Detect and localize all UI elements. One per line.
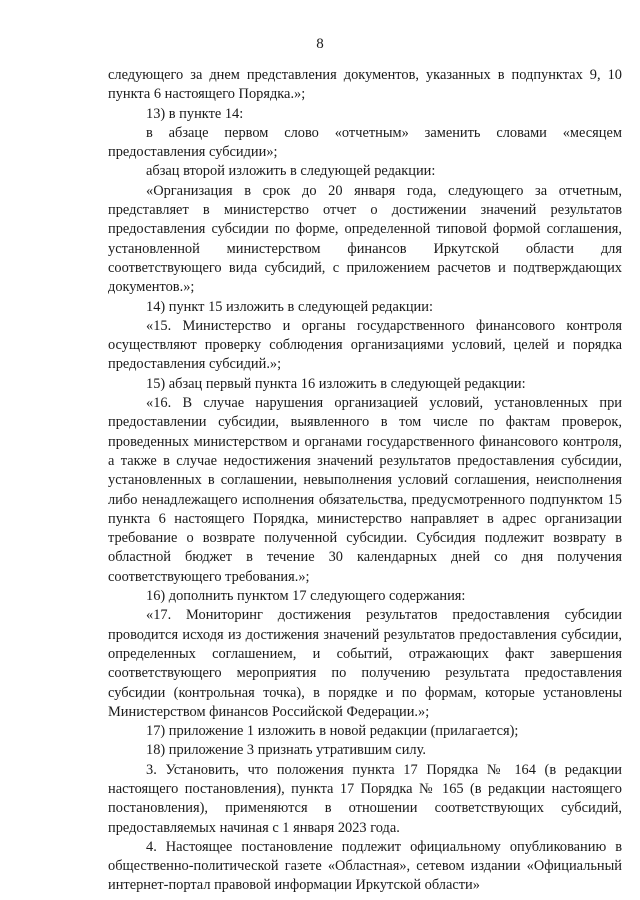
paragraph-item-17: 17) приложение 1 изложить в новой редакции (прилагается);: [146, 723, 519, 740]
page-number: 8: [316, 36, 324, 52]
paragraph-item-18: 18) приложение 3 признать утратившим силу.: [146, 742, 426, 759]
paragraph-quote-organization-report: «Организация в срок до 20 января года, следующего за отчетным, представляет в министерство отчет о достижении значений результатов предоставления субсидии по форме, определенной типовой формой соглашения, установленной министерством финансов Иркутской области для соответствующего вида субсидий, с приложением расчетов и подтверждающих документов.»;: [108, 182, 622, 296]
paragraph-section-4: 4. Настоящее постановление подлежит официальному опубликованию в общественно-политической газете «Областная», сетевом издании «Официальный интернет-портал правовой информации Иркутской области»: [108, 838, 622, 894]
paragraph-continuation: следующего за днем представления документов, указанных в подпунктах 9, 10 пункта 6 настоящего Порядка.»;: [108, 67, 622, 103]
paragraph-item-13-second-abzac: абзац второй изложить в следующей редакции:: [146, 163, 436, 180]
document-body: [108, 66, 622, 896]
paragraph-item-13-first-abzac: в абзаце первом слово «отчетным» заменить словами «месяцем предоставления субсидии»;: [108, 124, 622, 161]
paragraph-section-3: 3. Установить, что положения пункта 17 Порядка № 164 (в редакции настоящего постановления), пункта 17 Порядка № 165 (в редакции настоящего постановления), применяются в отношении соответствующих субсидий, предоставляемых начиная с 1 января 2023 года.: [108, 761, 622, 836]
paragraph-item-14: 14) пункт 15 изложить в следующей редакции:: [146, 298, 433, 315]
paragraph-item-16: 16) дополнить пунктом 17 следующего содержания:: [146, 588, 466, 605]
paragraph-quote-15: «15. Министерство и органы государственного финансового контроля осуществляют проверку соблюдения организациями условий, целей и порядка предоставления субсидий.»;: [108, 317, 622, 373]
paragraph-item-13: 13) в пункте 14:: [146, 105, 244, 122]
paragraph-item-15: 15) абзац первый пункта 16 изложить в следующей редакции:: [146, 375, 526, 392]
paragraph-quote-17: «17. Мониторинг достижения результатов предоставления субсидии проводится исходя из достижения значений результатов предоставления субсидии, определенных соглашением, и событий, отражающих факт завершения соответствующего мероприятия по получению результата предоставления субсидии (контрольная точка), в порядке и по формам, которые установлены Министерством финансов Российской Федерации.»;: [108, 607, 622, 720]
paragraph-quote-16: «16. В случае нарушения организацией условий, установленных при предоставлении субсидии, выявленного в том числе по фактам проверок, проведенных министерством и органами государственного финансового контроля, а также в случае недостижения значений результатов предоставления субсидии, установленных в соглашении, невыполнения условий соглашения, неисполнения либо ненадлежащего исполнения обязательства, предусмотренного подпунктом 15 пункта 6 настоящего Порядка, министерство направляет в адрес организации требование о возврате полученной субсидии. Субсидия подлежит возврату в областной бюджет в течение 30 календарных дней со дня получения соответствующего требования.»;: [108, 395, 622, 585]
